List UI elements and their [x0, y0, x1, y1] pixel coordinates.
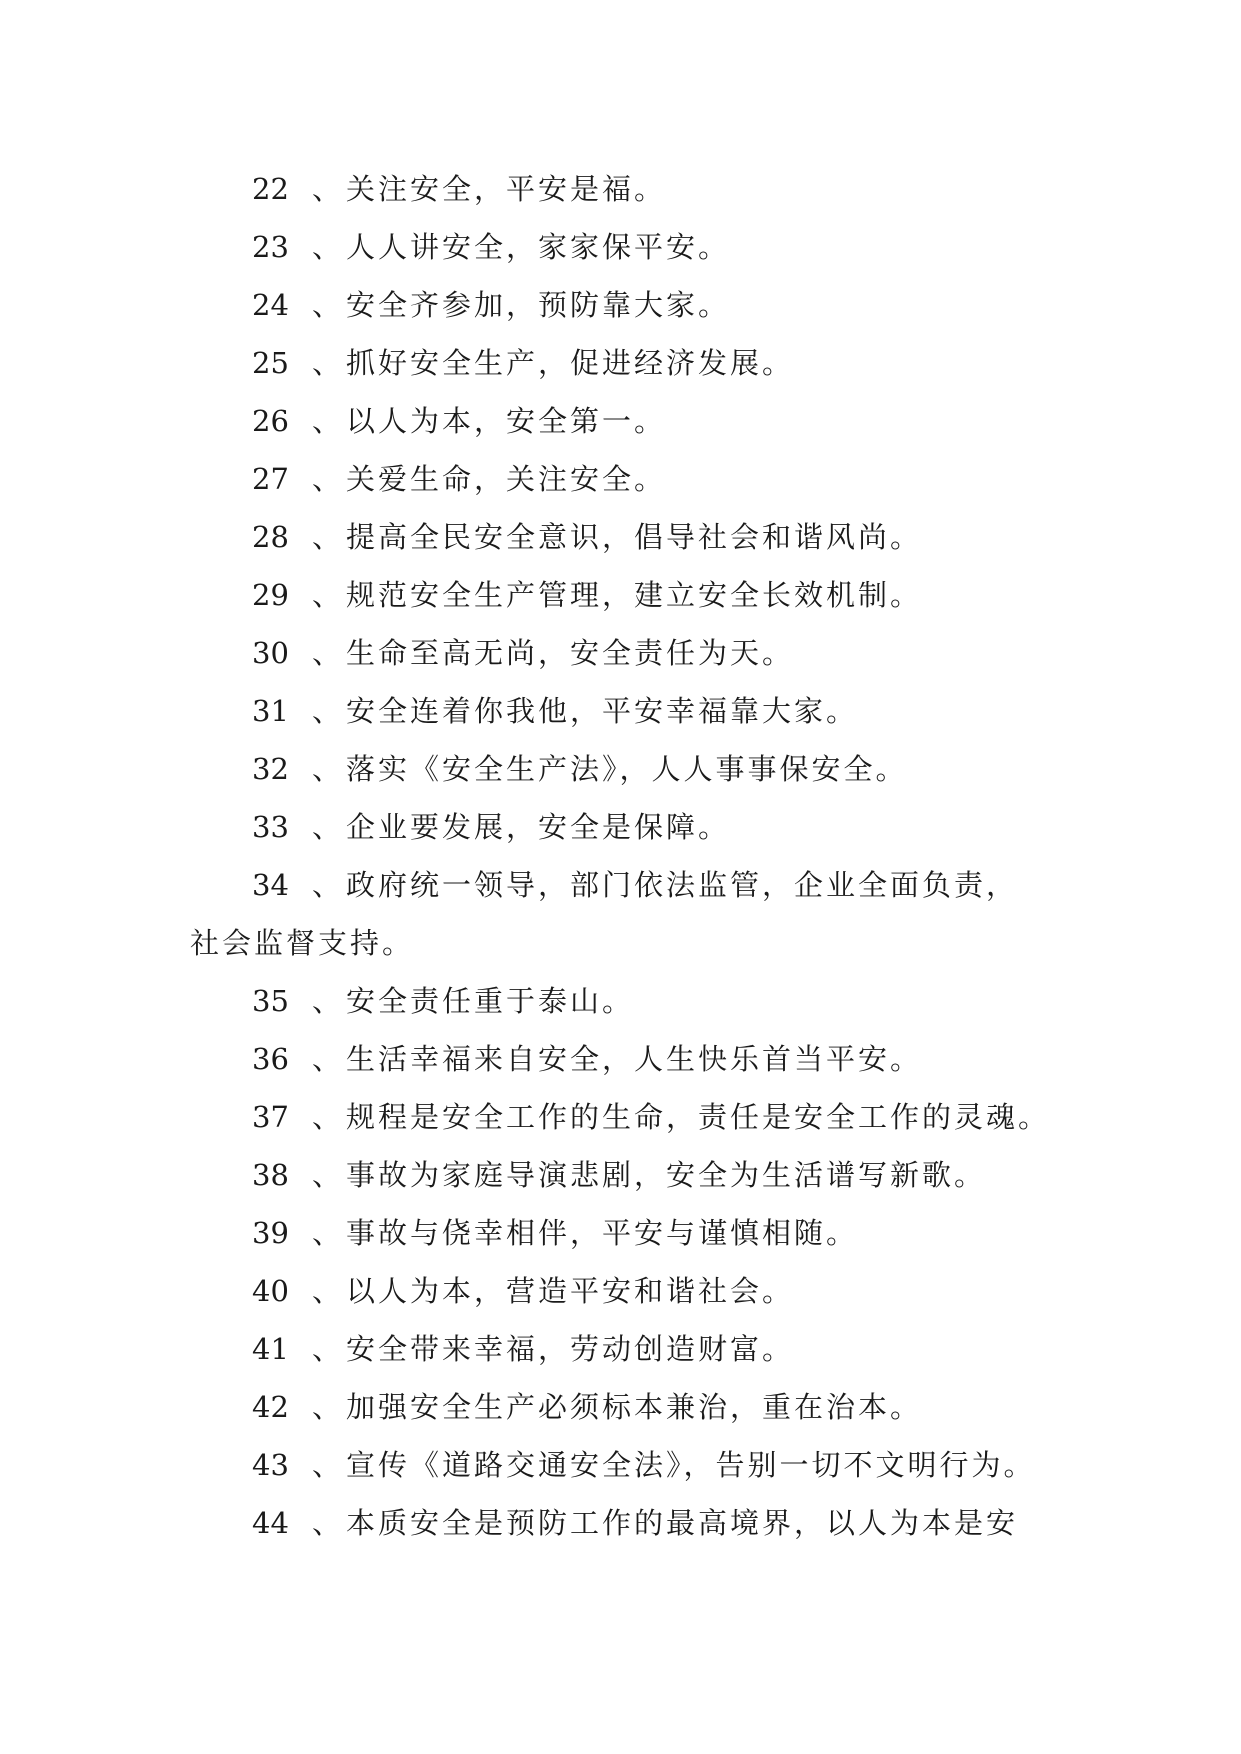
list-item: [190, 682, 1090, 740]
item-separator: 、: [312, 1448, 345, 1482]
item-text: 安全责任重于泰山。: [346, 984, 635, 1018]
item-number: 42: [252, 1390, 289, 1424]
list-item: [190, 450, 1090, 508]
list-item: [190, 624, 1090, 682]
item-separator: 、: [312, 230, 345, 264]
item-separator: 、: [312, 462, 345, 496]
item-separator: 、: [312, 288, 345, 322]
list-item: [190, 1146, 1090, 1204]
item-text: 以人为本，营造平安和谐社会。: [346, 1274, 795, 1308]
item-text: 抓好安全生产，促进经济发展。: [346, 346, 795, 380]
item-text: 企业要发展，安全是保障。: [346, 810, 731, 844]
item-number: 22: [252, 172, 289, 206]
item-number: 23: [252, 230, 289, 264]
list-item-continuation: 社会监督支持。: [190, 926, 415, 960]
item-number: 36: [252, 1042, 289, 1076]
item-number: 31: [252, 694, 289, 728]
item-separator: 、: [312, 1506, 345, 1540]
item-number: 37: [252, 1100, 289, 1134]
item-text: 落实《安全生产法》，人人事事保安全。: [346, 752, 908, 786]
item-separator: 、: [312, 1332, 345, 1366]
list-item: [190, 566, 1090, 624]
item-number: 24: [252, 288, 289, 322]
list-item: [190, 218, 1090, 276]
item-text: 关爱生命，关注安全。: [346, 462, 667, 496]
item-number: 30: [252, 636, 289, 670]
item-separator: 、: [312, 1390, 345, 1424]
list-item: [190, 508, 1090, 566]
item-separator: 、: [312, 984, 345, 1018]
item-text: 规范安全生产管理，建立安全长效机制。: [346, 578, 923, 612]
list-item: [190, 1378, 1090, 1436]
item-text: 事故与侥幸相伴，平安与谨慎相随。: [346, 1216, 859, 1250]
item-number: 33: [252, 810, 289, 844]
item-number: 27: [252, 462, 289, 496]
item-separator: 、: [312, 1100, 345, 1134]
list-item: [190, 1030, 1090, 1088]
item-text: 本质安全是预防工作的最高境界，以人为本是安: [346, 1506, 1019, 1540]
item-number: 35: [252, 984, 289, 1018]
item-separator: 、: [312, 404, 345, 438]
item-text: 安全齐参加，预防靠大家。: [346, 288, 731, 322]
item-number: 32: [252, 752, 289, 786]
list-item: [190, 1262, 1090, 1320]
item-number: 26: [252, 404, 289, 438]
slogan-list: [190, 160, 1090, 1552]
item-separator: 、: [312, 520, 345, 554]
item-text: 人人讲安全，家家保平安。: [346, 230, 731, 264]
item-text: 政府统一领导，部门依法监管，企业全面负责，: [346, 868, 1019, 902]
item-text: 安全连着你我他，平安幸福靠大家。: [346, 694, 859, 728]
item-separator: 、: [312, 694, 345, 728]
item-number: 38: [252, 1158, 289, 1192]
item-text: 关注安全，平安是福。: [346, 172, 667, 206]
item-text: 以人为本，安全第一。: [346, 404, 667, 438]
item-number: 29: [252, 578, 289, 612]
item-separator: 、: [312, 578, 345, 612]
list-item: [190, 1436, 1090, 1494]
list-item: [190, 1320, 1090, 1378]
item-separator: 、: [312, 810, 345, 844]
list-item: [190, 856, 1090, 914]
item-text: 安全带来幸福，劳动创造财富。: [346, 1332, 795, 1366]
item-separator: 、: [312, 346, 345, 380]
list-item: [190, 798, 1090, 856]
item-number: 44: [252, 1506, 289, 1540]
list-item: [190, 334, 1090, 392]
list-item: [190, 276, 1090, 334]
item-separator: 、: [312, 172, 345, 206]
item-text: 生活幸福来自安全，人生快乐首当平安。: [346, 1042, 923, 1076]
item-separator: 、: [312, 1216, 345, 1250]
list-item: [190, 160, 1090, 218]
item-number: 28: [252, 520, 289, 554]
item-text: 规程是安全工作的生命，责任是安全工作的灵魂。: [346, 1100, 1051, 1134]
item-separator: 、: [312, 868, 345, 902]
item-separator: 、: [312, 752, 345, 786]
list-item: [190, 972, 1090, 1030]
list-item: [190, 740, 1090, 798]
item-number: 40: [252, 1274, 289, 1308]
item-text: 事故为家庭导演悲剧，安全为生活谱写新歌。: [346, 1158, 987, 1192]
list-item: [190, 1204, 1090, 1262]
item-text: 提高全民安全意识，倡导社会和谐风尚。: [346, 520, 923, 554]
item-text: 宣传《道路交通安全法》，告别一切不文明行为。: [346, 1448, 1036, 1482]
item-text: 加强安全生产必须标本兼治，重在治本。: [346, 1390, 923, 1424]
item-separator: 、: [312, 1274, 345, 1308]
list-item: [190, 1088, 1090, 1146]
item-number: 39: [252, 1216, 289, 1250]
item-number: 43: [252, 1448, 289, 1482]
item-number: 41: [252, 1332, 289, 1366]
item-number: 25: [252, 346, 289, 380]
item-separator: 、: [312, 1158, 345, 1192]
item-text: 生命至高无尚，安全责任为天。: [346, 636, 795, 670]
list-item: [190, 1494, 1090, 1552]
item-separator: 、: [312, 1042, 345, 1076]
list-item: [190, 392, 1090, 450]
item-separator: 、: [312, 636, 345, 670]
item-number: 34: [252, 868, 289, 902]
